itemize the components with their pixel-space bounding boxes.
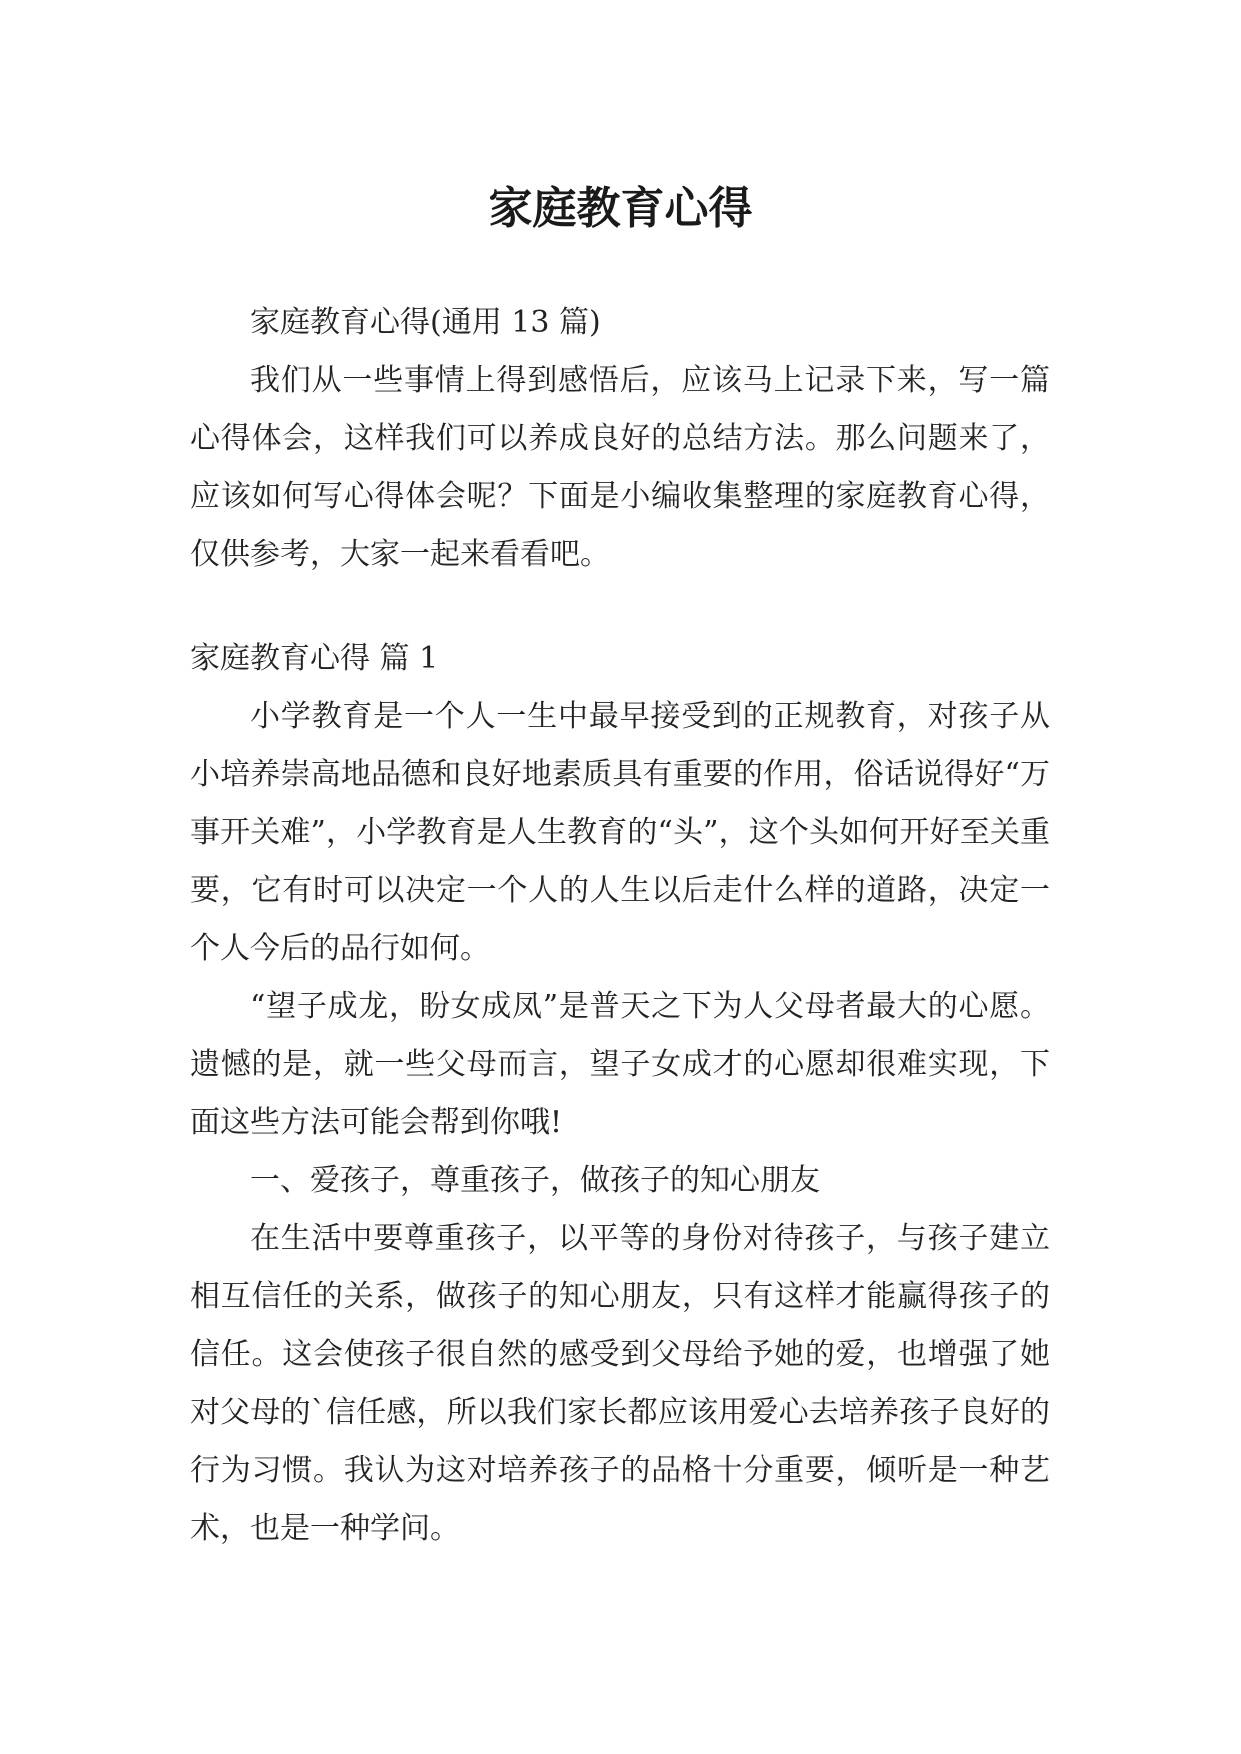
section-heading: 家庭教育心得 篇 1 <box>190 641 439 676</box>
section-paragraph: “望子成龙，盼女成凤”是普天之下为人父母者最大的心愿。遗憾的是，就一些父母而言，望子女成才的心愿却很难实现，下面这些方法可能会帮到你哦! <box>190 989 1050 1140</box>
point-heading: 一、爱孩子，尊重孩子，做孩子的知心朋友 <box>250 1163 820 1198</box>
document-body <box>190 294 1050 1558</box>
point-paragraph: 在生活中要尊重孩子，以平等的身份对待孩子，与孩子建立相互信任的关系，做孩子的知心朋友，只有这样才能赢得孩子的信任。这会使孩子很自然的感受到父母给予她的爱，也增强了她对父母的`信任感，所以我们家长都应该用爱心去培养孩子良好的行为习惯。我认为这对培养孩子的品格十分重要，倾听是一种艺术，也是一种学问。 <box>190 1221 1050 1546</box>
intro-paragraph: 我们从一些事情上得到感悟后，应该马上记录下来，写一篇心得体会，这样我们可以养成良好的总结方法。那么问题来了，应该如何写心得体会呢？下面是小编收集整理的家庭教育心得，仅供参考，大家一起来看看吧。 <box>190 363 1050 572</box>
document-title: 家庭教育心得 <box>488 183 753 235</box>
document-subtitle: 家庭教育心得(通用 13 篇) <box>250 305 601 340</box>
section-paragraph: 小学教育是一个人一生中最早接受到的正规教育，对孩子从小培养崇高地品德和良好地素质具有重要的作用，俗话说得好“万事开关难”，小学教育是人生教育的“头”，这个头如何开好至关重要，它有时可以决定一个人的人生以后走什么样的道路，决定一个人今后的品行如何。 <box>190 699 1050 966</box>
